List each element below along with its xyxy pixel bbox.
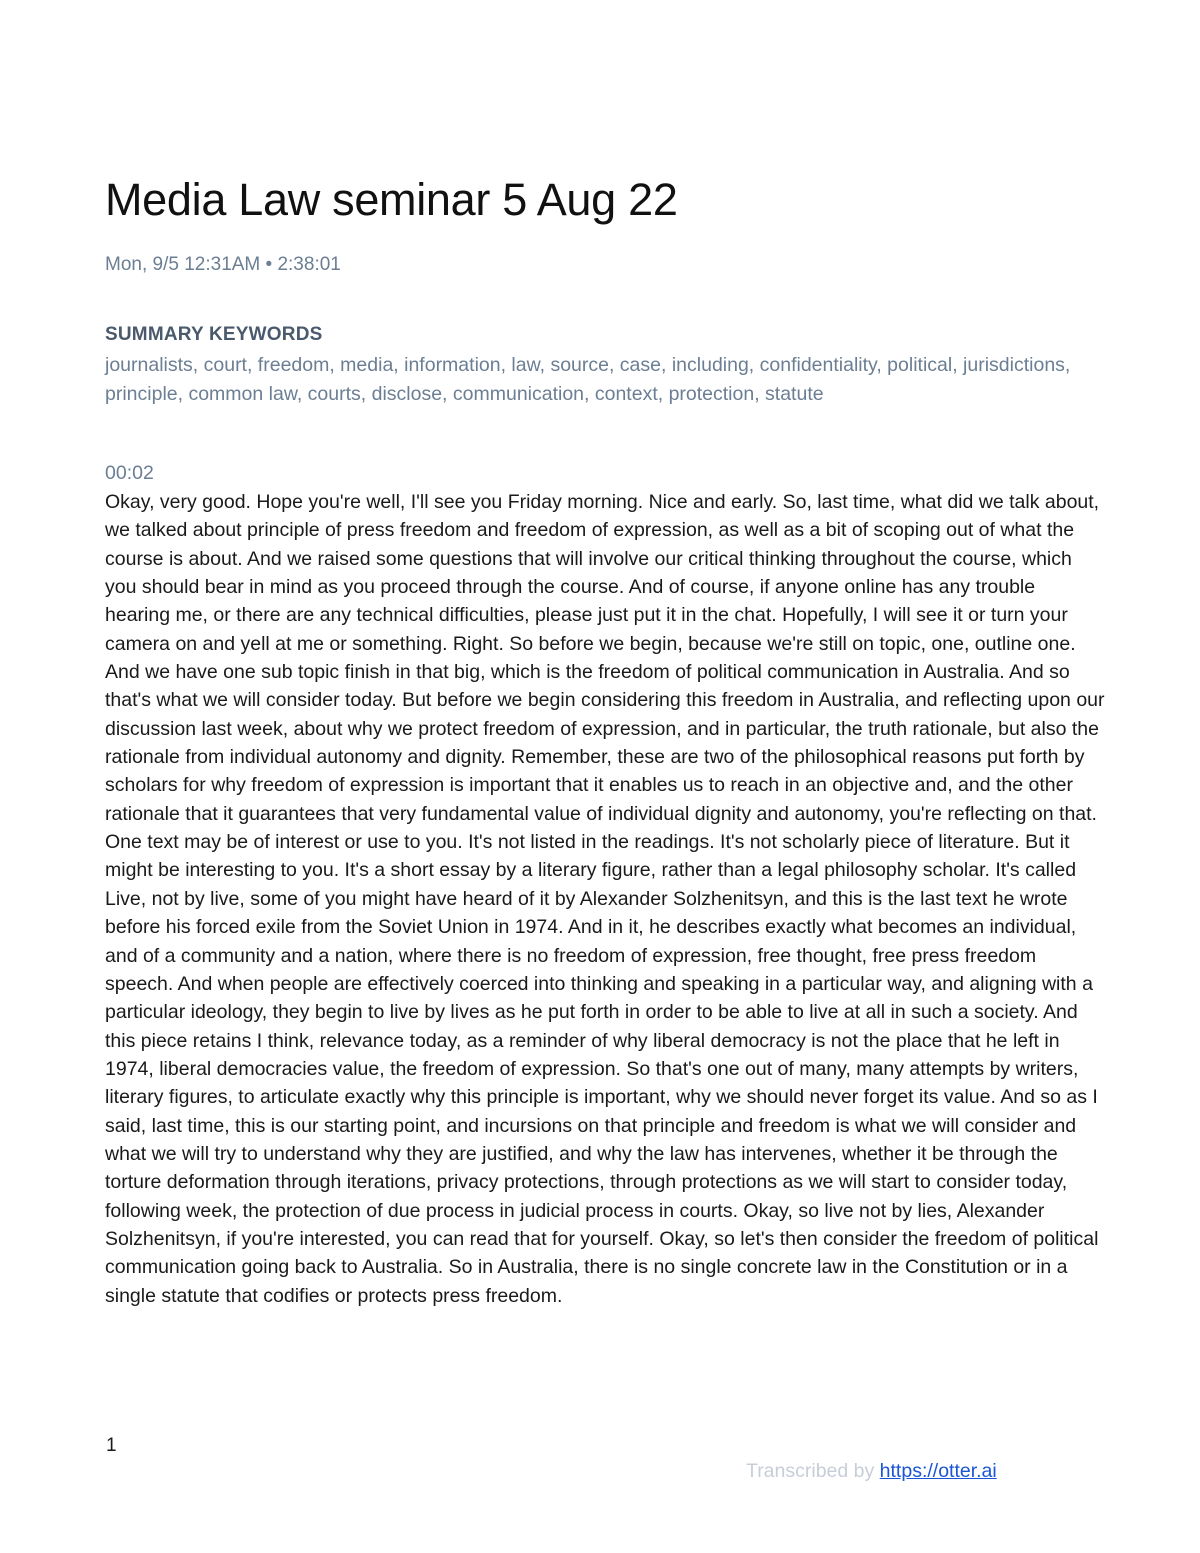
summary-keywords: journalists, court, freedom, media, information, law, source, case, including, confidentiality, political, jurisdictions, principle, common law, courts, disclose, communication, context, protection, statute	[105, 354, 1071, 405]
document-title: Media Law seminar 5 Aug 22	[105, 174, 678, 225]
transcript-segment	[105, 459, 1105, 1310]
transcript-page	[105, 172, 1105, 1310]
transcription-credit	[746, 1458, 997, 1484]
otter-link[interactable]: https://otter.ai	[879, 1460, 997, 1482]
summary-keywords-heading: SUMMARY KEYWORDS	[105, 324, 323, 345]
recording-meta: Mon, 9/5 12:31AM • 2:38:01	[105, 254, 341, 275]
transcribed-by-label: Transcribed by	[746, 1460, 880, 1482]
page-number: 1	[106, 1435, 117, 1456]
segment-timestamp: 00:02	[105, 462, 154, 484]
segment-text: Okay, very good. Hope you're well, I'll see you Friday morning. Nice and early. So, last time, what did we talk about, we talked about principle of press freedom and freedom of expression, as well as a bit of scoping out of what the course is about. And we raised some questions that will involve our critical thinking throughout the course, which you should bear in mind as you proceed through the course. And of course, if anyone online has any trouble hearing me, or there are any technical difficulties, please just put it in the chat. Hopefully, I will see it or turn your camera on and yell at me or something. Right. So before we begin, because we're still on topic, one, outline one. And we have one sub topic finish in that big, which is the freedom of political communication in Australia. And so that's what we will consider today. But before we begin considering this freedom in Australia, and reflecting upon our discussion last week, about why we protect freedom of expression, and in particular, the truth rationale, but also the rationale from individual autonomy and dignity. Remember, these are two of the philosophical reasons put forth by scholars for why freedom of expression is important that it enables us to reach in an objective and, and the other rationale that it guarantees that very fundamental value of individual dignity and autonomy, you're reflecting on that. One text may be of interest or use to you. It's not listed in the readings. It's not scholarly piece of literature. But it might be interesting to you. It's a short essay by a literary figure, rather than a legal philosophy scholar. It's called Live, not by live, some of you might have heard of it by Alexander Solzhenitsyn, and this is the last text he wrote before his forced exile from the Soviet Union in 1974. And in it, he describes exactly what becomes an individual, and of a community and a nation, where there is no freedom of expression, free thought, free press freedom speech. And when people are effectively coerced into thinking and speaking in a particular way, and aligning with a particular ideology, they begin to live by lives as he put forth in order to be able to live at all in such a society. And this piece retains I think, relevance today, as a reminder of why liberal democracy is not the place that he left in 1974, liberal democracies value, the freedom of expression. So that's one out of many, many attempts by writers, literary figures, to articulate exactly why this principle is important, why we should never forget its value. And so as I said, last time, this is our starting point, and incursions on that principle and freedom is what we will consider and what we will try to understand why they are justified, and why the law has intervenes, whether it be through the torture deformation through iterations, privacy protections, through protections as we will start to consider today, following week, the protection of due process in judicial process in courts. Okay, so live not by lies, Alexander Solzhenitsyn, if you're interested, you can read that for yourself. Okay, so let's then consider the freedom of political communication going back to Australia. So in Australia, there is no single concrete law in the Constitution or in a single statute that codifies or protects press freedom.	[105, 491, 1105, 1307]
